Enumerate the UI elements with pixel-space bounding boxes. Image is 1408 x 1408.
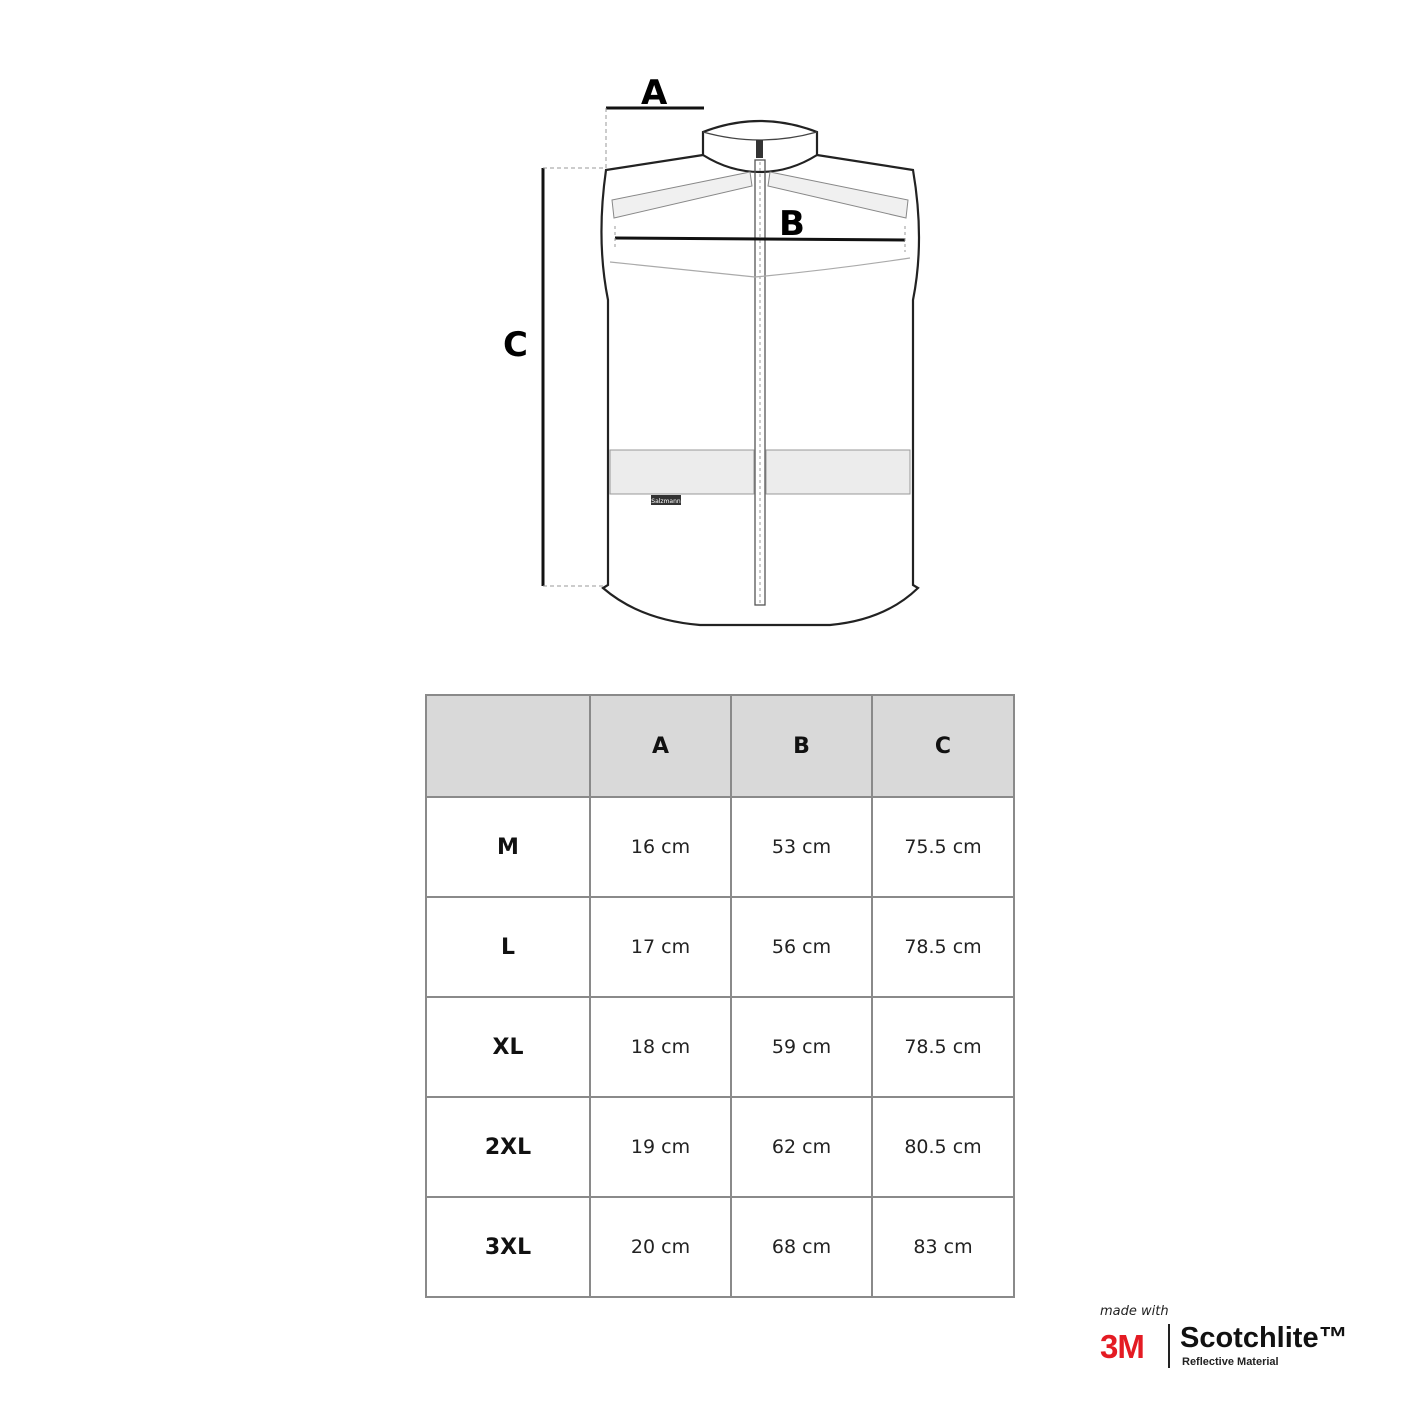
a-cell: 20 cm <box>590 1197 731 1297</box>
zipper <box>755 160 765 605</box>
b-cell: 62 cm <box>731 1097 872 1197</box>
c-cell: 83 cm <box>872 1197 1014 1297</box>
a-cell: 16 cm <box>590 797 731 897</box>
header-b: B <box>731 695 872 797</box>
shoulder-stripe-left <box>612 172 752 218</box>
b-cell: 53 cm <box>731 797 872 897</box>
table-row <box>426 997 1014 1097</box>
reflective-material-text: Reflective Material <box>1182 1356 1279 1368</box>
c-cell: 78.5 cm <box>872 997 1014 1097</box>
b-cell: 68 cm <box>731 1197 872 1297</box>
made-with-text: made with <box>1100 1304 1169 1319</box>
a-cell: 18 cm <box>590 997 731 1097</box>
header-c: C <box>872 695 1014 797</box>
scotchlite-name: Scotchlite™ <box>1180 1322 1348 1354</box>
3m-logo: 3M <box>1100 1328 1144 1365</box>
b-cell: 56 cm <box>731 897 872 997</box>
zipper-pull <box>756 140 763 158</box>
c-cell: 75.5 cm <box>872 797 1014 897</box>
header-a: A <box>590 695 731 797</box>
vest-diagram <box>0 0 1408 660</box>
a-cell: 19 cm <box>590 1097 731 1197</box>
size-chart <box>425 694 1015 1298</box>
header-size <box>426 695 590 797</box>
table-row <box>426 797 1014 897</box>
table-row <box>426 1197 1014 1297</box>
size-cell: XL <box>426 997 590 1097</box>
size-table <box>425 694 1015 1298</box>
table-row <box>426 897 1014 997</box>
b-cell: 59 cm <box>731 997 872 1097</box>
c-cell: 78.5 cm <box>872 897 1014 997</box>
size-cell: 2XL <box>426 1097 590 1197</box>
table-row <box>426 1097 1014 1197</box>
scotchlite-logo <box>1098 1304 1368 1374</box>
dimension-c-label: C <box>503 325 528 365</box>
size-cell: M <box>426 797 590 897</box>
a-cell: 17 cm <box>590 897 731 997</box>
dimension-b-label: B <box>779 204 805 244</box>
logo-divider <box>1168 1324 1170 1368</box>
dimension-a-label: A <box>641 73 668 113</box>
waist-band-left <box>610 450 754 494</box>
size-cell: 3XL <box>426 1197 590 1297</box>
c-cell: 80.5 cm <box>872 1097 1014 1197</box>
brand-tag-text: Salzmann <box>651 498 681 505</box>
table-header-row <box>426 695 1014 797</box>
waist-band-right <box>766 450 910 494</box>
size-cell: L <box>426 897 590 997</box>
dimension-b-line <box>615 238 905 240</box>
